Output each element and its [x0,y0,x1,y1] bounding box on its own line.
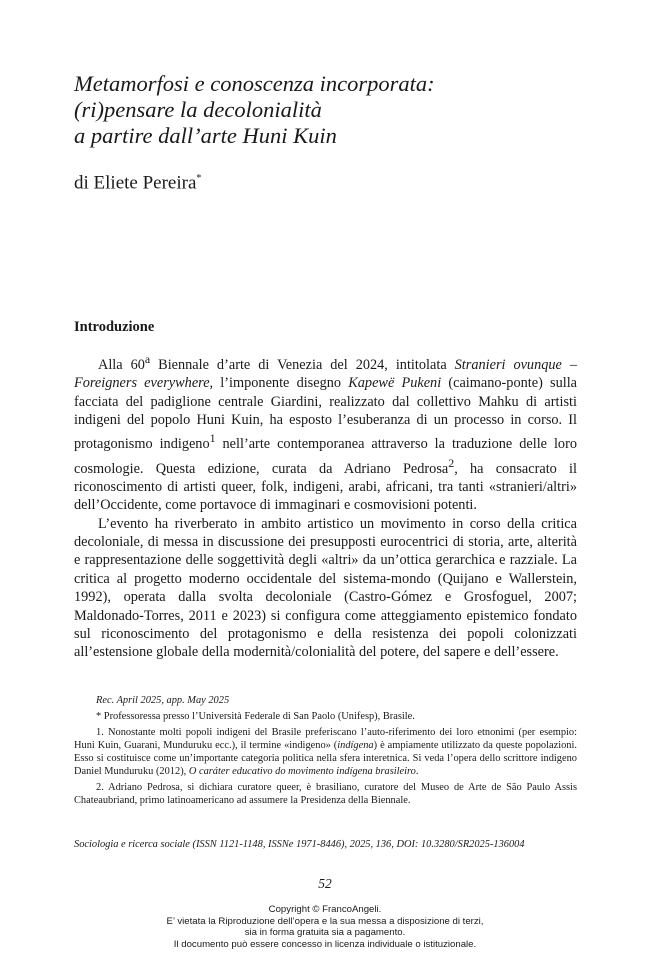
copyright-line-4: Il documento può essere concesso in licenza individuale o istituzionale. [173,938,477,950]
copyright-line-2: E’ vietata la Riproduzione dell’opera e la sua messa a disposizione di terzi, [166,915,484,927]
fn1-text-a: 1. Nonostante molti popoli indigeni del Brasile preferiscano l’auto-riferimento dei loro etnonimi (per esempio: Huni Kuin, Guarani, Munduruku ecc.), il termine «indigeno» ( [74,727,577,752]
fn1-term: indígena [337,740,374,752]
journal-citation: Sociologia e ricerca sociale (ISSN 1121-1148, ISSNe 1971-8446), 2025, 136, DOI: 10.3280/SR2025-136004 [74,839,525,850]
copyright-line-3: sia in forma gratuita sia a pagamento. [244,927,406,939]
section-heading: Introduzione [74,319,155,335]
article-author [74,168,201,194]
copyright-line-1: Copyright © FrancoAngeli. [268,904,382,915]
author-affiliation-note: * Professoressa presso l’Università Federale di San Paolo (Unifesp), Brasile. [96,711,415,723]
footnote-ref-2: 2 [448,455,455,470]
page-number: 52 [318,876,332,891]
received-date: Rec. April 2025, app. May 2025 [96,695,230,706]
p1-text-h: , ha consacrato il riconoscimento di artisti queer, folk, indigeni, arabi, africani, tra tanti «stranieri/altri» dell’Occidente, come portavoce di immaginari e cosmovisioni potenti. [74,460,577,514]
title-line-1: Metamorfosi e conoscenza incorporata: [74,71,435,96]
p1-ordinal-sup: a [144,352,151,366]
p1-text-a: Alla 60 [98,356,145,373]
paragraph-1 [74,350,577,515]
article-title [74,71,594,149]
footnote-2: 2. Adriano Pedrosa, si dichiara curatore queer, è brasiliano, curatore del Museo de Arte de São Paulo Assis Chateaubriand, primo latinoamericano ad assumere la Presidenza della Biennale. [74,781,577,806]
author-footnote-mark: * [196,173,202,184]
copyright-notice [0,904,650,950]
body-text [74,350,577,662]
p1-text-g: nell’arte contemporanea attraverso la traduzione delle loro cosmologie. Questa edizione, curata da Adriano Pedrosa [74,436,577,477]
footnote-1 [74,726,577,778]
p1-text-d: , l’imponente disegno [209,375,349,392]
title-line-2: (ri)pensare la decolonialità [74,97,322,122]
p1-artwork-title: Kapewë Pukeni [348,375,442,392]
footnotes [74,694,577,809]
fn1-book-title: O caráter educativo do movimento indígena brasileiro [188,766,416,778]
p1-exhibition-title: Stranieri ovunque – Foreigners everywhere [74,356,577,392]
fn1-text-c: ) è ampiamente utilizzato da queste popolazioni. Esso si costituisce come un’importante categoria politica nella sfera interetnica. Si veda l’opera dello scrittore indigeno Daniel Munduruku (2012), [74,740,577,778]
p1-text-f: (caimano-ponte) sulla facciata del padiglione centrale Giardini, realizzato dal collettivo Mahku di artisti indigeni del popolo Huni Kuin, ha esposto l’esuberanza di un processo in corso. Il protagonismo indigeno [74,375,578,453]
author-name: di Eliete Pereira [74,172,197,194]
title-line-3: a partire dall’arte Huni Kuin [74,123,337,148]
p1-text-b: Biennale d’arte di Venezia del 2024, intitolata [150,356,455,373]
footnote-ref-1: 1 [209,431,216,446]
paragraph-2: L’evento ha riverberato in ambito artistico un movimento in corso della critica decoloniale, di messa in discussione dei presupposti eurocentrici di storia, arte, alterità e rappresentazione delle soggettività degli «altri» da un’ottica gerarchica e razziale. La critica al progetto moderno occidentale del sistema-mondo (Quijano e Wallerstein, 1992), operata dalla svolta decoloniale (Castro-Gómez e Grosfoguel, 2007; Maldonado-Torres, 2011 e 2023) si configura come atteggiamento epistemico fondato sul riconoscimento del protagonismo e della resistenza dei popoli colonizzati all’estensione globale della modernità/colonialità del potere, del sapere e dell’essere. [74,515,577,661]
fn1-text-e: . [415,766,419,778]
